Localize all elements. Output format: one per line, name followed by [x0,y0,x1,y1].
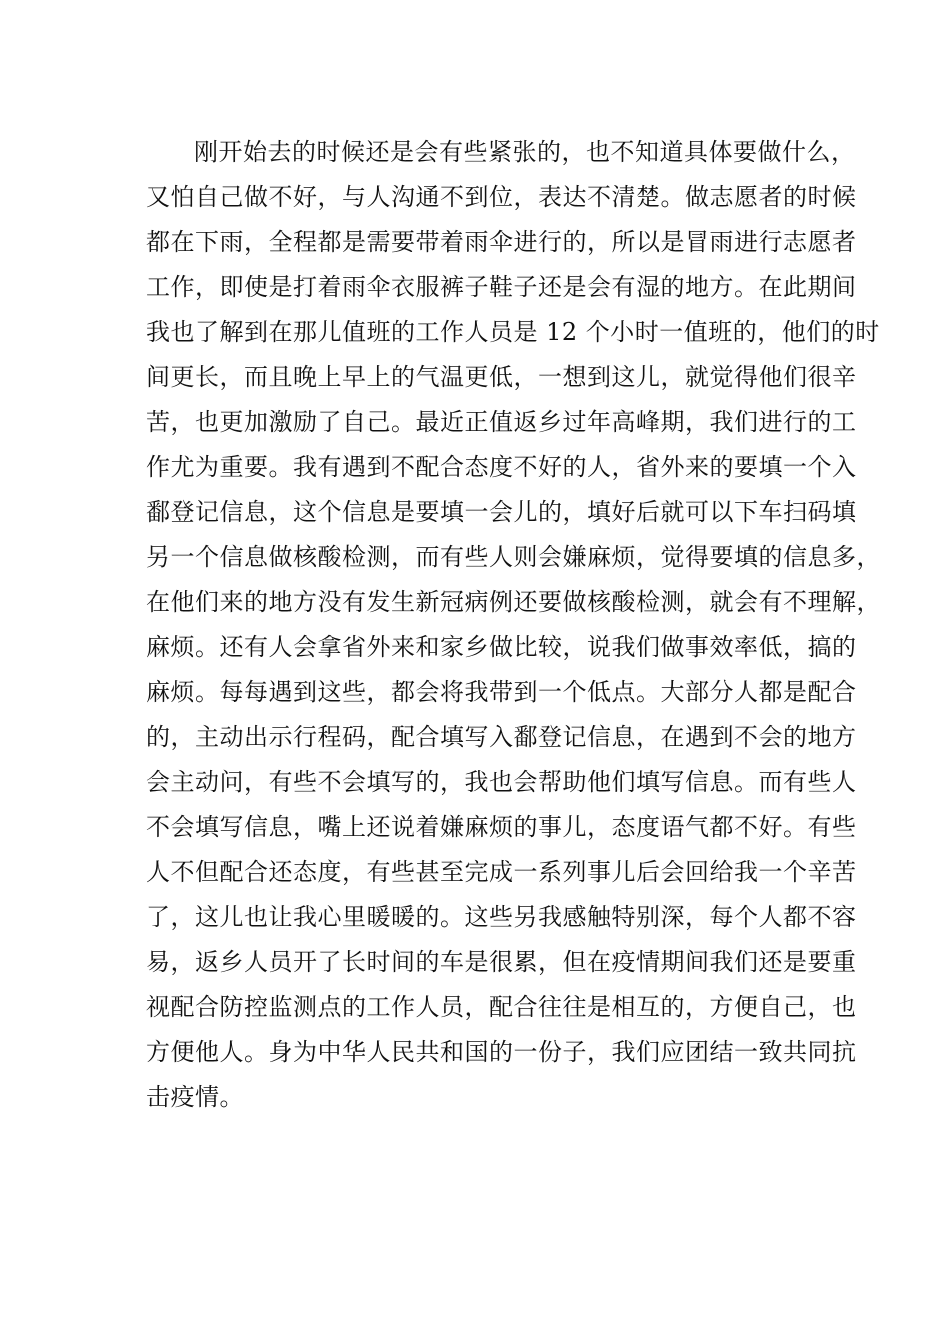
text-line-3: 都在下雨，全程都是需要带着雨伞进行的，所以是冒雨进行志愿者 [146,228,857,256]
text-line-8: 作尤为重要。我有遇到不配合态度不好的人，省外来的要填一个入 [146,453,857,481]
text-line-15: 会主动问，有些不会填写的，我也会帮助他们填写信息。而有些人 [146,768,857,796]
text-line-10: 另一个信息做核酸检测，而有些人则会嫌麻烦，觉得要填的信息多， [146,543,881,571]
text-line-21: 方便他人。身为中华人民共和国的一份子，我们应团结一致共同抗 [146,1038,857,1066]
text-line-2: 又怕自己做不好，与人沟通不到位，表达不清楚。做志愿者的时候 [146,183,857,211]
text-line-14: 的，主动出示行程码，配合填写入鄱登记信息，在遇到不会的地方 [146,723,857,751]
text-line-5: 我也了解到在那儿值班的工作人员是 12 个小时一值班的，他们的时 [146,318,880,346]
text-line-16: 不会填写信息，嘴上还说着嫌麻烦的事儿，态度语气都不好。有些 [146,813,857,841]
text-line-12: 麻烦。还有人会拿省外来和家乡做比较，说我们做事效率低，搞的 [146,633,857,661]
text-line-22: 击疫情。 [146,1083,244,1111]
text-line-6: 间更长，而且晚上早上的气温更低，一想到这儿，就觉得他们很辛 [146,363,857,391]
text-line-18: 了，这儿也让我心里暖暖的。这些另我感触特别深，每个人都不容 [146,903,857,931]
text-line-17: 人不但配合还态度，有些甚至完成一系列事儿后会回给我一个辛苦 [146,858,857,886]
text-line-20: 视配合防控监测点的工作人员，配合往往是相互的，方便自己，也 [146,993,857,1021]
text-line-19: 易，返乡人员开了长时间的车是很累，但在疫情期间我们还是要重 [146,948,857,976]
text-line-7: 苦，也更加激励了自己。最近正值返乡过年高峰期，我们进行的工 [146,408,857,436]
text-line-4: 工作，即使是打着雨伞衣服裤子鞋子还是会有湿的地方。在此期间 [146,273,857,301]
text-line-13: 麻烦。每每遇到这些，都会将我带到一个低点。大部分人都是配合 [146,678,857,706]
text-line-11: 在他们来的地方没有发生新冠病例还要做核酸检测，就会有不理解， [146,588,881,616]
text-line-1: 刚开始去的时候还是会有些紧张的，也不知道具体要做什么， [194,138,856,166]
body-paragraph [146,130,881,1120]
text-line-9: 鄱登记信息，这个信息是要填一会儿的，填好后就可以下车扫码填 [146,498,857,526]
